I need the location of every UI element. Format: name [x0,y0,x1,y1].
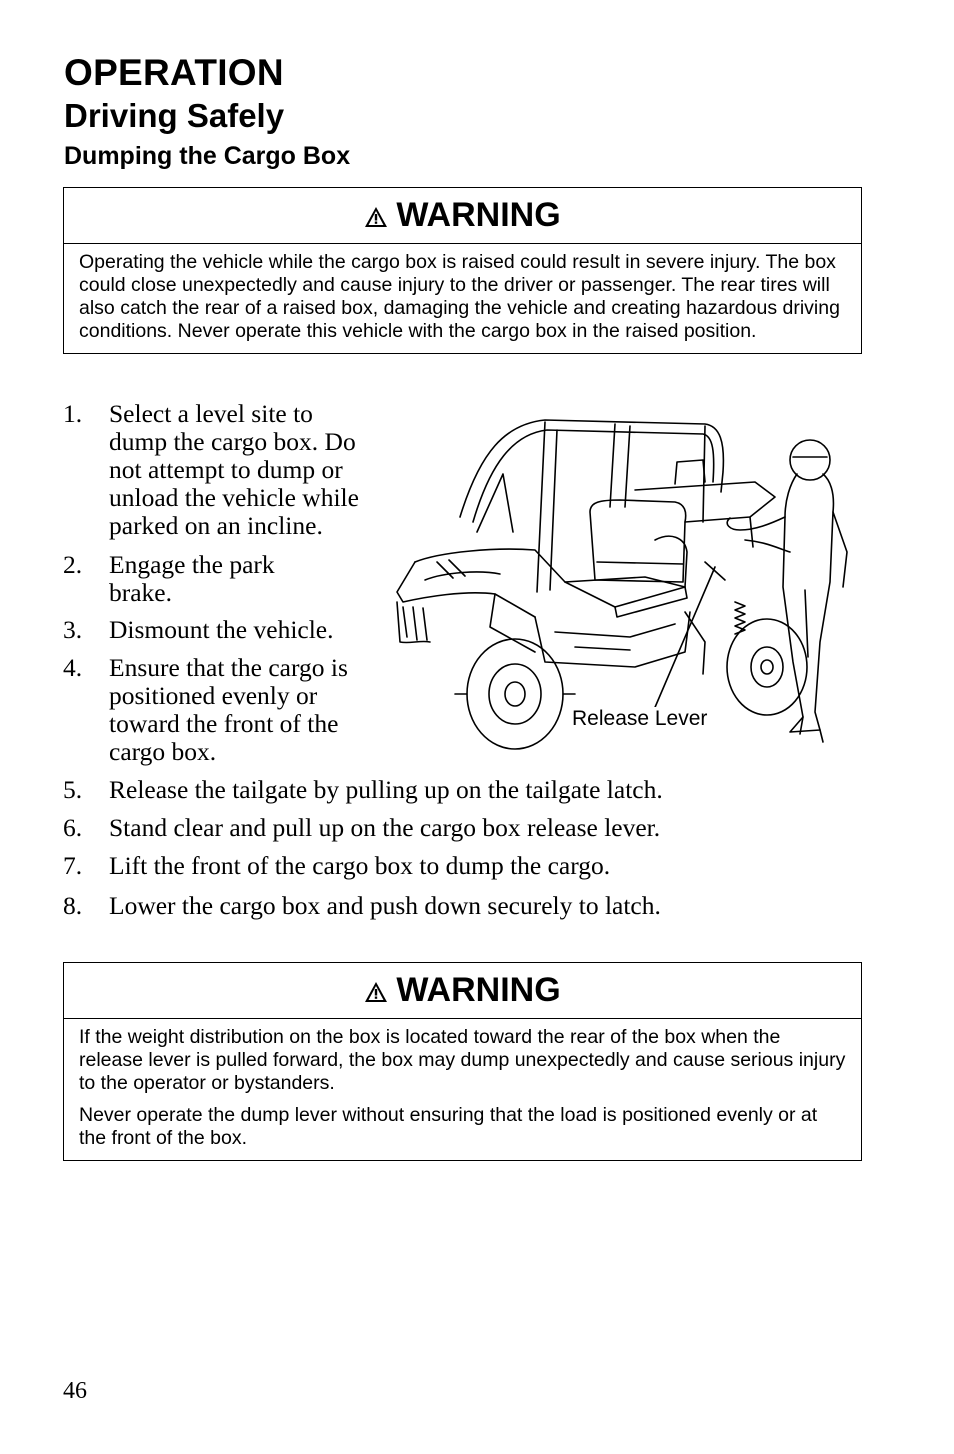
warning-title: WARNING [396,196,561,234]
topic-title: Dumping the Cargo Box [64,142,351,170]
vehicle-illustration [385,412,860,752]
figure-caption: Release Lever [572,707,708,730]
warning-header [64,188,861,244]
step-text: Release the tailgate by pulling up on the tailgate latch. [109,775,663,804]
step-item: 4. Ensure that the cargo is positioned evenly or toward the front of the cargo box. [63,654,863,766]
warning-body [64,244,861,353]
warning-paragraph: Never operate the dump lever without ensuring that the load is positioned evenly or at the front of the box. [79,1104,818,1149]
warning-paragraph: If the weight distribution on the box is located toward the rear of the box when the release lever is pulled forward, the box may dump unexpectedly and cause serious injury to the operator or bystanders. [79,1026,846,1094]
step-item: 8. Lower the cargo box and push down securely to latch. [63,892,863,920]
step-item: 1. Select a level site to dump the cargo box. Do not attempt to dump or unload the vehicle while parked on an incline. [63,399,359,540]
warning-triangle-icon [364,206,388,228]
warning-paragraph: Operating the vehicle while the cargo box is raised could result in severe injury. The box could close unexpectedly and cause injury to the driver or passenger. The rear tires will also catch the rear of a raised box, damaging the vehicle and creating hazardous driving conditions. Never operate this vehicle with the cargo box in the raised position. [79,251,840,342]
step-item: 6. Stand clear and pull up on the cargo box release lever. [63,814,863,842]
step-text: Engage the park brake. [109,550,275,607]
section-title: OPERATION [64,52,284,93]
step-text: Dismount the vehicle. [109,615,334,644]
warning-box-top [63,187,862,354]
step-item: 3. Dismount the vehicle. [63,616,863,644]
warning-triangle-icon [364,981,388,1003]
step-text: Select a level site to dump the cargo box. Do not attempt to dump or unload the vehicle while parked on an incline. [109,399,359,540]
step-item: 2. Engage the park brake. [63,551,863,607]
step-text: Lower the cargo box and push down securely to latch. [109,891,661,920]
page-number: 46 [63,1378,87,1404]
step-text: Ensure that the cargo is positioned evenly or toward the front of the cargo box. [109,653,348,766]
step-text: Lift the front of the cargo box to dump the cargo. [109,851,611,880]
step-item: 7. Lift the front of the cargo box to dump the cargo. [63,852,863,880]
warning-header [64,963,861,1019]
subsection-title: Driving Safely [64,97,285,134]
warning-box-bottom [63,962,862,1161]
step-text: Stand clear and pull up on the cargo box release lever. [109,813,661,842]
warning-title: WARNING [396,971,561,1009]
warning-body [64,1019,861,1160]
step-item: 5. Release the tailgate by pulling up on the tailgate latch. [63,776,863,804]
